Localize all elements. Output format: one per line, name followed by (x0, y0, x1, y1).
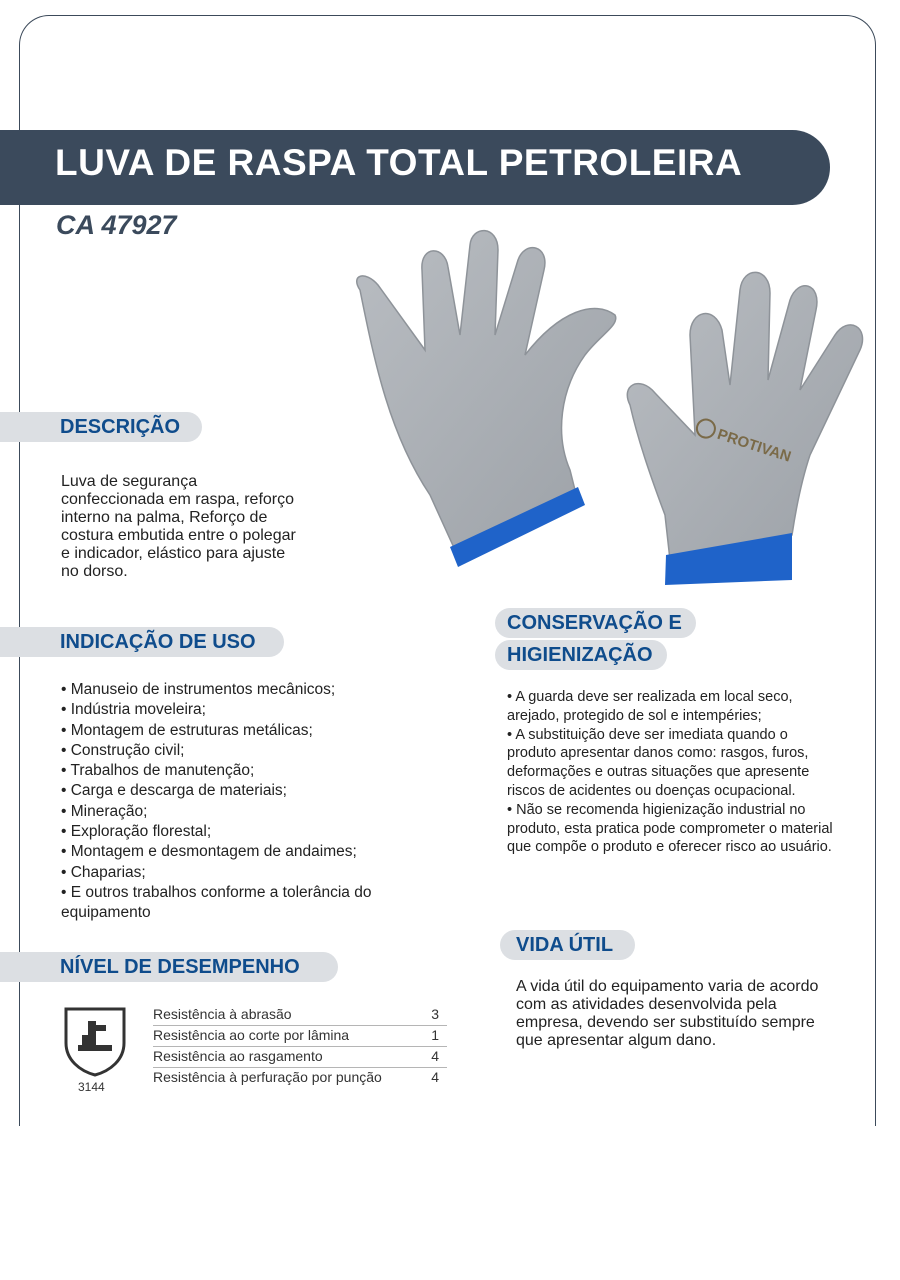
performance-value: 4 (428, 1047, 447, 1068)
product-title: LUVA DE RASPA TOTAL PETROLEIRA (55, 142, 743, 183)
conservacao-item: • A guarda deve ser realizada em local seco, arejado, protegido de sol e intempéries; (507, 688, 837, 726)
indicacao-item: • Montagem e desmontagem de andaimes; (61, 842, 421, 862)
title-banner (0, 130, 830, 205)
ca-number: CA 47927 (56, 210, 177, 240)
indicacao-item: • Manuseio de instrumentos mecânicos; (61, 680, 421, 700)
left-glove (357, 231, 616, 567)
performance-value: 4 (431, 1069, 439, 1085)
standard-code: 3144 (78, 1080, 105, 1094)
section-heading-desempenho: NÍVEL DE DESEMPENHO (0, 952, 338, 982)
performance-value: 1 (428, 1026, 447, 1047)
performance-label: Resistência ao rasgamento (153, 1047, 428, 1068)
right-glove (627, 272, 862, 585)
indicacao-item: • Construção civil; (61, 741, 421, 761)
performance-row (153, 1005, 447, 1026)
indicacao-item: • Montagem de estruturas metálicas; (61, 721, 421, 741)
indicacao-item: • E outros trabalhos conforme a tolerância do equipamento (61, 883, 421, 924)
conservacao-list (507, 688, 837, 857)
indicacao-item: • Trabalhos de manutenção; (61, 761, 421, 781)
performance-value: 3 (428, 1005, 447, 1026)
conservacao-item: • Não se recomenda higienização industrial no produto, esta pratica pode comprometer o material que compõe o produto e oferecer risco ao usuário. (507, 801, 837, 857)
performance-row (153, 1047, 447, 1068)
indicacao-item: • Exploração florestal; (61, 822, 421, 842)
performance-table (153, 1005, 447, 1088)
vida-util-text: A vida útil do equipamento varia de acordo com as atividades desenvolvida pela empresa, devendo ser substituído sempre que apresentar algum dano. (516, 978, 819, 1049)
indicacao-item: • Carga e descarga de materiais; (61, 781, 421, 801)
brand-logo: PROTIVAN (715, 425, 794, 466)
indicacao-item: • Mineração; (61, 802, 421, 822)
page-bottom-area (0, 1126, 900, 1280)
section-heading-indicacao: INDICAÇÃO DE USO (0, 627, 284, 657)
indicacao-item: • Chaparias; (61, 863, 421, 883)
section-heading-conservacao-line2: HIGIENIZAÇÃO (495, 640, 667, 670)
glove-image (330, 215, 890, 595)
section-heading-descricao: DESCRIÇÃO (0, 412, 202, 442)
indicacao-item: • Indústria moveleira; (61, 700, 421, 720)
performance-label: Resistência ao corte por lâmina (153, 1026, 428, 1047)
performance-label: Resistência à abrasão (153, 1005, 428, 1026)
descricao-text: Luva de segurança confeccionada em raspa, reforço interno na palma, Reforço de costura embutida entre o polegar e indicador, elástico para ajuste no dorso. (61, 473, 296, 580)
section-heading-vida-util: VIDA ÚTIL (500, 930, 635, 960)
section-heading-conservacao-line1: CONSERVAÇÃO E (495, 608, 696, 638)
performance-label: Resistência à perfuração por punção (153, 1069, 382, 1085)
performance-row (153, 1068, 447, 1089)
conservacao-item: • A substituição deve ser imediata quando o produto apresentar danos como: rasgos, furos, deformações e outras situações que apresente riscos de acidentes ou doenças ocupacional. (507, 726, 837, 801)
performance-row (153, 1026, 447, 1047)
en388-shield-icon (60, 1005, 130, 1077)
indicacao-list (61, 680, 421, 924)
